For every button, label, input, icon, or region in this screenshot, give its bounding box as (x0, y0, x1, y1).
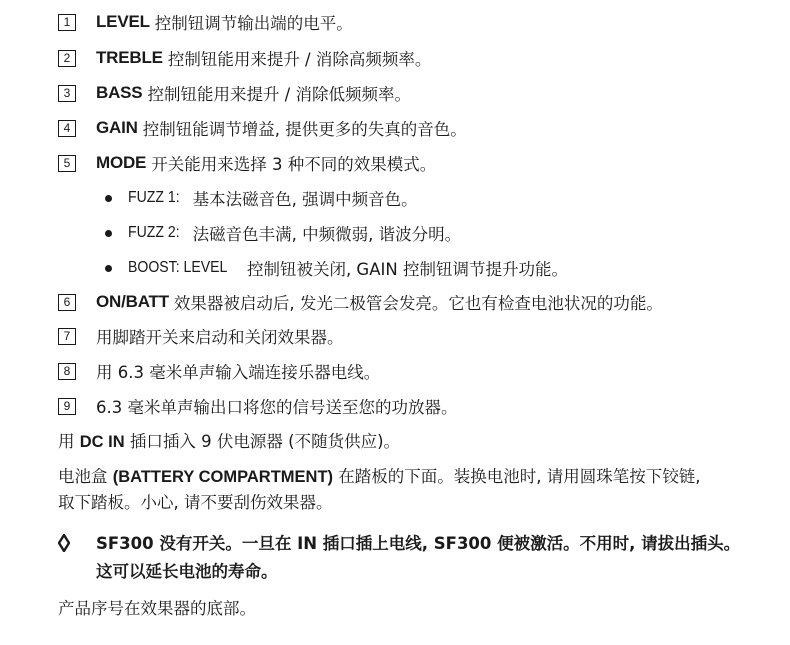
item-description: 用脚踏开关来启动和关闭效果器。 (96, 328, 344, 347)
list-item (58, 45, 770, 71)
battery-prefix: 电池盒 (58, 467, 108, 486)
list-item (58, 323, 770, 349)
mode-term: FUZZ 2: (128, 224, 180, 241)
item-number-box: 6 (58, 294, 76, 311)
item-number-box: 4 (58, 120, 76, 137)
mode-bullet-item (105, 220, 770, 246)
item-number-box: 9 (58, 398, 76, 415)
list-item (58, 358, 770, 384)
dc-in-prefix: 用 (58, 432, 75, 451)
item-number-box: 7 (58, 328, 76, 345)
bullet-icon (105, 265, 112, 272)
control-term: TREBLE (96, 48, 163, 67)
mode-term: BOOST: LEVEL (128, 259, 228, 276)
item-description: 控制钮能用来提升 / 消除低频频率。 (147, 85, 411, 104)
note-line-2: 这可以延长电池的寿命。 (96, 562, 278, 581)
dc-in-paragraph (58, 428, 400, 452)
list-item (58, 150, 770, 176)
control-term: ON/BATT (96, 292, 169, 311)
mode-term: FUZZ 1: (128, 189, 180, 206)
item-description: 控制钮能用来提升 / 消除高频频率。 (167, 50, 432, 69)
dc-in-text: 插口插入 9 伏电源器 (不随货供应)。 (129, 432, 401, 451)
bullet-icon (105, 195, 112, 202)
mode-bullet-item (105, 255, 770, 281)
list-item (58, 393, 770, 419)
item-description: 效果器被启动后, 发光二极管会发亮。它也有检查电池状况的功能。 (173, 294, 663, 313)
item-description: 用 6.3 毫米单声输入端连接乐器电线。 (96, 363, 381, 382)
mode-description: 基本法磁音色, 强调中频音色。 (192, 190, 418, 209)
battery-term: (BATTERY COMPARTMENT) (112, 468, 334, 486)
note-line-1: SF300 没有开关。一旦在 IN 插口插上电线, SF300 便被激活。不用时, 请拔出插头。 (96, 534, 741, 553)
battery-paragraph-line1 (58, 463, 701, 487)
item-number-box: 1 (58, 14, 76, 31)
list-item (58, 115, 770, 141)
control-term: LEVEL (96, 12, 150, 31)
note-block (58, 530, 740, 586)
item-number-box: 8 (58, 363, 76, 380)
control-term: MODE (96, 153, 147, 172)
mode-description: 法磁音色丰满, 中频微弱, 谐波分明。 (192, 225, 462, 244)
serial-number-note: 产品序号在效果器的底部。 (58, 599, 256, 618)
dc-in-term: DC IN (79, 433, 125, 451)
item-description: 控制钮能调节增益, 提供更多的失真的音色。 (142, 120, 467, 139)
item-number-box: 3 (58, 85, 76, 102)
item-number-box: 2 (58, 50, 76, 67)
control-term: GAIN (96, 118, 138, 137)
list-item (58, 80, 770, 106)
mode-description: 控制钮被关闭, GAIN 控制钮调节提升功能。 (246, 260, 568, 279)
battery-text: 在踏板的下面。装换电池时, 请用圆珠笔按下铰链, (338, 467, 701, 486)
list-item (58, 289, 770, 315)
list-item (58, 9, 770, 35)
mode-bullet-item (105, 185, 770, 211)
bullet-icon (105, 230, 112, 237)
item-description: 控制钮调节输出端的电平。 (154, 14, 353, 33)
diamond-outline-icon (58, 530, 74, 556)
battery-paragraph-line2: 取下踏板。小心, 请不要刮伤效果器。 (58, 493, 333, 512)
item-number-box: 5 (58, 155, 76, 172)
item-description: 开关能用来选择 3 种不同的效果模式。 (151, 155, 437, 174)
control-term: BASS (96, 83, 143, 102)
item-description: 6.3 毫米单声输出口将您的信号送至您的功放器。 (96, 398, 458, 417)
